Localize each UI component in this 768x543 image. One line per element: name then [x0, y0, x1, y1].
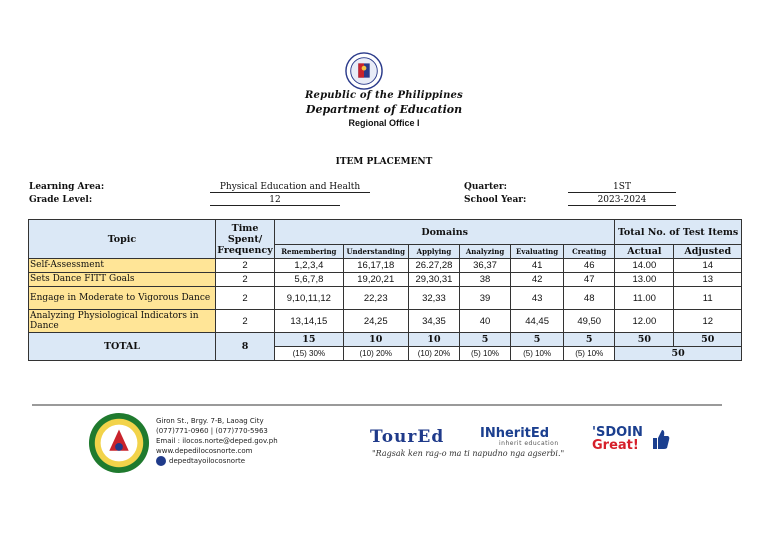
phone-line: (077)771-0960 | (077)770-5963 [156, 427, 268, 435]
table-row [29, 287, 742, 310]
remembering-cell: 9,10,11,12 [275, 287, 343, 310]
time-cell: 2 [215, 259, 274, 273]
header-creating: Creating [564, 245, 615, 259]
evaluating-cell: 43 [511, 287, 564, 310]
applying-cell: 34,35 [408, 310, 459, 333]
analyzing-cell: 39 [459, 287, 510, 310]
grand-total: 50 [615, 347, 742, 361]
evaluating-cell: 44,45 [511, 310, 564, 333]
pct-applying: (10) 20% [408, 347, 459, 361]
understanding-cell: 16,17,18 [343, 259, 408, 273]
total-row [29, 333, 742, 347]
total-label: TOTAL [29, 333, 216, 361]
header-applying: Applying [408, 245, 459, 259]
regional-office-line: Regional Office I [348, 118, 420, 128]
header-actual: Actual [615, 245, 674, 259]
deped-seal-logo [345, 52, 383, 90]
header-remembering: Remembering [275, 245, 343, 259]
facebook-icon [156, 456, 166, 466]
creating-cell: 48 [564, 287, 615, 310]
adjusted-cell: 13 [674, 273, 742, 287]
quarter-value: 1ST [568, 182, 676, 193]
creating-cell: 49,50 [564, 310, 615, 333]
total-creating: 5 [564, 333, 615, 347]
topic-cell: Sets Dance FITT Goals [29, 273, 216, 287]
republic-line: Republic of the Philippines [305, 90, 463, 101]
school-year-value: 2023-2024 [568, 195, 676, 206]
facebook-handle: depedtayoilocosnorte [169, 457, 246, 465]
pct-analyzing: (5) 10% [459, 347, 510, 361]
pct-understanding: (10) 20% [343, 347, 408, 361]
analyzing-cell: 40 [459, 310, 510, 333]
website-line: www.depedilocosnorte.com [156, 447, 253, 455]
header-domains: Domains [275, 220, 615, 245]
inherited-subtext: inherit education [499, 440, 559, 447]
analyzing-cell: 38 [459, 273, 510, 287]
topic-cell: Analyzing Physiological Indicators in Dance [29, 310, 216, 333]
topic-cell: Self-Assessment [29, 259, 216, 273]
actual-cell: 12.00 [615, 310, 674, 333]
time-cell: 2 [215, 310, 274, 333]
adjusted-cell: 12 [674, 310, 742, 333]
understanding-cell: 19,20,21 [343, 273, 408, 287]
pct-remembering: (15) 30% [275, 347, 343, 361]
header-analyzing: Analyzing [459, 245, 510, 259]
sdoin-logo-bottom: Great! [592, 438, 639, 453]
sdoin-logo-top: 'SDOIN [592, 425, 643, 440]
pct-evaluating: (5) 10% [511, 347, 564, 361]
remembering-cell: 13,14,15 [275, 310, 343, 333]
inherited-logo: INheritEd [480, 426, 550, 441]
actual-cell: 14.00 [615, 259, 674, 273]
address-line: Giron St., Brgy. 7-B, Laoag City [156, 417, 264, 425]
actual-cell: 13.00 [615, 273, 674, 287]
learning-area-value: Physical Education and Health [210, 182, 370, 193]
item-placement-table [28, 219, 742, 361]
evaluating-cell: 41 [511, 259, 564, 273]
table-row [29, 259, 742, 273]
actual-cell: 11.00 [615, 287, 674, 310]
total-actual: 50 [615, 333, 674, 347]
header-evaluating: Evaluating [511, 245, 564, 259]
understanding-cell: 24,25 [343, 310, 408, 333]
header-adjusted: Adjusted [674, 245, 742, 259]
school-year-label: School Year: [464, 195, 527, 205]
evaluating-cell: 42 [511, 273, 564, 287]
applying-cell: 29,30,31 [408, 273, 459, 287]
table-row [29, 273, 742, 287]
time-cell: 2 [215, 273, 274, 287]
applying-cell: 26.27,28 [408, 259, 459, 273]
thumbs-up-icon [652, 428, 670, 450]
remembering-cell: 1,2,3,4 [275, 259, 343, 273]
header-understanding: Understanding [343, 245, 408, 259]
total-understanding: 10 [343, 333, 408, 347]
sdoin-great-logo [592, 426, 643, 452]
creating-cell: 47 [564, 273, 615, 287]
adjusted-cell: 14 [674, 259, 742, 273]
email-line: Email : ilocos.norte@deped.gov.ph [156, 437, 278, 445]
adjusted-cell: 11 [674, 287, 742, 310]
total-time: 8 [215, 333, 274, 361]
pct-creating: (5) 10% [564, 347, 615, 361]
document-title: ITEM PLACEMENT [335, 157, 433, 167]
table-row [29, 310, 742, 333]
header-topic: Topic [29, 220, 216, 259]
quarter-label: Quarter: [464, 182, 507, 192]
department-line: Department of Education [305, 103, 463, 116]
tagline: "Ragsak ken rag-o ma ti napudno nga agserbi." [372, 449, 565, 458]
total-adjusted: 50 [674, 333, 742, 347]
header-time-spent: Time Spent/ Frequency [215, 220, 274, 259]
grade-level-value: 12 [210, 195, 340, 206]
toured-logo: TourEd [370, 427, 445, 447]
total-remembering: 15 [275, 333, 343, 347]
grade-level-label: Grade Level: [29, 195, 93, 205]
division-seal-logo [88, 412, 150, 474]
analyzing-cell: 36,37 [459, 259, 510, 273]
time-cell: 2 [215, 287, 274, 310]
total-evaluating: 5 [511, 333, 564, 347]
topic-cell: Engage in Moderate to Vigorous Dance [29, 287, 216, 310]
header-total-items: Total No. of Test Items [615, 220, 742, 245]
learning-area-label: Learning Area: [29, 182, 105, 192]
understanding-cell: 22,23 [343, 287, 408, 310]
remembering-cell: 5,6,7,8 [275, 273, 343, 287]
applying-cell: 32,33 [408, 287, 459, 310]
total-applying: 10 [408, 333, 459, 347]
total-analyzing: 5 [459, 333, 510, 347]
creating-cell: 46 [564, 259, 615, 273]
footer-divider [32, 404, 722, 406]
